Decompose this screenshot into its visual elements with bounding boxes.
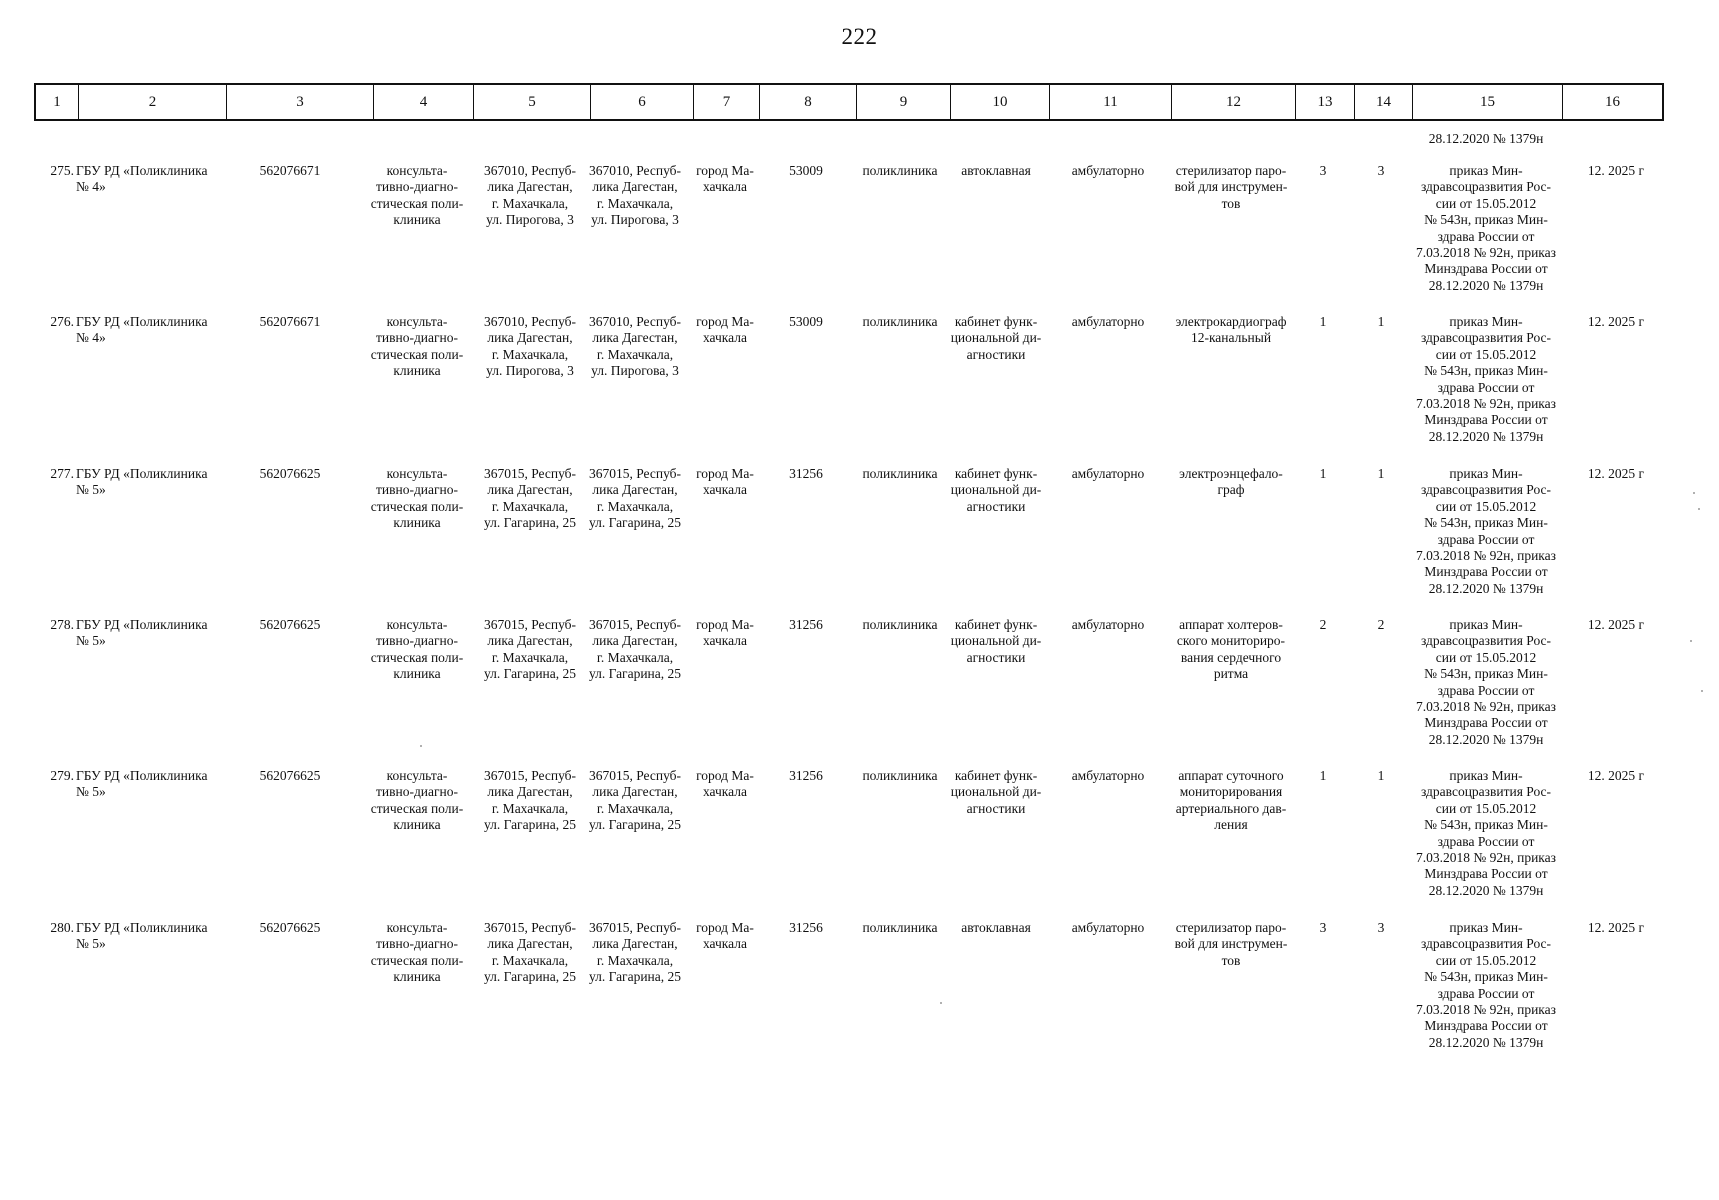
organization-name: ГБУ РД «Поликлиника № 5» <box>76 768 208 800</box>
cabinet: автоклавная <box>961 163 1031 178</box>
column-header-6: 6 <box>591 85 694 119</box>
unit-code: 31256 <box>789 768 823 783</box>
legal-address: 367015, Респуб- лика Дагестан, г. Махачкала, ул. Гагарина, 25 <box>483 466 577 531</box>
legal-address: 367015, Респуб- лика Дагестан, г. Махачкала, ул. Гагарина, 25 <box>483 920 577 985</box>
city: город Ма- хачкала <box>696 466 754 498</box>
city: город Ма- хачкала <box>696 163 754 195</box>
column-header-14: 14 <box>1355 85 1413 119</box>
legal-address: 367015, Респуб- лика Дагестан, г. Махачкала, ул. Гагарина, 25 <box>483 617 577 682</box>
due-date: 12. 2025 г <box>1587 920 1645 935</box>
unit-code: 53009 <box>789 314 823 329</box>
organization-code: 562076625 <box>259 920 321 935</box>
equipment-name: электроэнцефало- граф <box>1179 466 1283 498</box>
actual-address: 367015, Респуб- лика Дагестан, г. Махачкала, ул. Гагарина, 25 <box>588 920 682 985</box>
equipment-name: стерилизатор паро- вой для инструмен- тов <box>1174 920 1288 968</box>
regulatory-basis: приказ Мин- здравсоцразвития Рос- сии от 15.05.2012 № 543н, приказ Мин- здрава России от 7.03.2018 № 92н, приказ Минздрава России от 28.12.2020 № 1379н <box>1416 768 1556 898</box>
legal-address: 367015, Респуб- лика Дагестан, г. Махачкала, ул. Гагарина, 25 <box>483 768 577 833</box>
scan-speck <box>1698 508 1700 510</box>
quantity-required: 3 <box>1319 920 1327 935</box>
organization-code: 562076625 <box>259 466 321 481</box>
column-header-2: 2 <box>79 85 227 119</box>
regulatory-basis: приказ Мин- здравсоцразвития Рос- сии от 15.05.2012 № 543н, приказ Мин- здрава России от 7.03.2018 № 92н, приказ Минздрава России от 28.12.2020 № 1379н <box>1416 617 1556 747</box>
column-header-12: 12 <box>1172 85 1296 119</box>
facility-type: консульта- тивно-диагно- стическая поли- клиника <box>370 920 464 985</box>
quantity-required: 1 <box>1319 314 1327 329</box>
quantity-required: 3 <box>1319 163 1327 178</box>
scan-speck <box>1701 690 1703 692</box>
legal-address: 367010, Респуб- лика Дагестан, г. Махачкала, ул. Пирогова, 3 <box>483 163 577 228</box>
column-header-11: 11 <box>1050 85 1172 119</box>
quantity-required: 1 <box>1319 768 1327 783</box>
cabinet: кабинет функ- циональной ди- агностики <box>950 314 1042 362</box>
due-date: 12. 2025 г <box>1587 314 1645 329</box>
quantity-required: 2 <box>1319 617 1327 632</box>
column-header-3: 3 <box>227 85 374 119</box>
cabinet: кабинет функ- циональной ди- агностики <box>950 768 1042 816</box>
equipment-name: аппарат суточного мониторирования артериального дав- ления <box>1175 768 1287 833</box>
city: город Ма- хачкала <box>696 920 754 952</box>
unit-kind: поликлиника <box>862 920 938 935</box>
city: город Ма- хачкала <box>696 617 754 649</box>
scan-speck <box>940 1002 942 1004</box>
regulatory-basis: приказ Мин- здравсоцразвития Рос- сии от 15.05.2012 № 543н, приказ Мин- здрава России от 7.03.2018 № 92н, приказ Минздрава России от 28.12.2020 № 1379н <box>1416 314 1556 444</box>
facility-type: консульта- тивно-диагно- стическая поли- клиника <box>370 466 464 531</box>
organization-name: ГБУ РД «Поликлиника № 5» <box>76 920 208 952</box>
table-row <box>0 617 1719 767</box>
table-row <box>0 768 1719 918</box>
equipment-name: аппарат холтеров- ского мониториро- вания сердечного ритма <box>1176 617 1286 682</box>
unit-code: 53009 <box>789 163 823 178</box>
care-condition: амбулаторно <box>1071 768 1145 783</box>
column-header-1: 1 <box>36 85 79 119</box>
cabinet: автоклавная <box>961 920 1031 935</box>
facility-type: консульта- тивно-диагно- стическая поли- клиника <box>370 617 464 682</box>
regulatory-basis: приказ Мин- здравсоцразвития Рос- сии от 15.05.2012 № 543н, приказ Мин- здрава России от 7.03.2018 № 92н, приказ Минздрава России от 28.12.2020 № 1379н <box>1416 163 1556 293</box>
organization-name: ГБУ РД «Поликлиника № 5» <box>76 466 208 498</box>
unit-code: 31256 <box>789 617 823 632</box>
row-number: 280. <box>50 920 74 935</box>
column-header-5: 5 <box>474 85 591 119</box>
unit-kind: поликлиника <box>862 314 938 329</box>
unit-kind: поликлиника <box>862 163 938 178</box>
page-number: 222 <box>841 24 878 49</box>
column-header-15: 15 <box>1413 85 1563 119</box>
quantity-actual: 3 <box>1377 920 1385 935</box>
unit-code: 31256 <box>789 466 823 481</box>
care-condition: амбулаторно <box>1071 920 1145 935</box>
row-number: 275. <box>50 163 74 178</box>
organization-name: ГБУ РД «Поликлиника № 4» <box>76 314 208 346</box>
due-date: 12. 2025 г <box>1587 466 1645 481</box>
regulatory-basis: приказ Мин- здравсоцразвития Рос- сии от 15.05.2012 № 543н, приказ Мин- здрава России от 7.03.2018 № 92н, приказ Минздрава России от 28.12.2020 № 1379н <box>1416 466 1556 596</box>
quantity-actual: 1 <box>1377 314 1385 329</box>
table-header-row <box>34 83 1664 121</box>
quantity-actual: 1 <box>1377 466 1385 481</box>
scan-speck <box>420 745 422 747</box>
care-condition: амбулаторно <box>1071 163 1145 178</box>
actual-address: 367010, Респуб- лика Дагестан, г. Махачкала, ул. Пирогова, 3 <box>588 314 682 379</box>
organization-code: 562076625 <box>259 617 321 632</box>
table-row <box>0 163 1719 313</box>
column-header-7: 7 <box>694 85 760 119</box>
column-header-10: 10 <box>951 85 1050 119</box>
column-header-4: 4 <box>374 85 474 119</box>
column-header-13: 13 <box>1296 85 1355 119</box>
care-condition: амбулаторно <box>1071 314 1145 329</box>
unit-code: 31256 <box>789 920 823 935</box>
equipment-name: стерилизатор паро- вой для инструмен- тов <box>1174 163 1288 211</box>
organization-code: 562076671 <box>259 314 321 329</box>
organization-name: ГБУ РД «Поликлиника № 4» <box>76 163 208 195</box>
unit-kind: поликлиника <box>862 466 938 481</box>
row-number: 277. <box>50 466 74 481</box>
due-date: 12. 2025 г <box>1587 617 1645 632</box>
carryover-text: 28.12.2020 № 1379н <box>1428 131 1544 146</box>
cabinet: кабинет функ- циональной ди- агностики <box>950 617 1042 665</box>
actual-address: 367015, Респуб- лика Дагестан, г. Махачкала, ул. Гагарина, 25 <box>588 768 682 833</box>
row-number: 279. <box>50 768 74 783</box>
scan-speck <box>1693 492 1695 494</box>
quantity-actual: 2 <box>1377 617 1385 632</box>
column-header-8: 8 <box>760 85 857 119</box>
organization-name: ГБУ РД «Поликлиника № 5» <box>76 617 208 649</box>
facility-type: консульта- тивно-диагно- стическая поли- клиника <box>370 768 464 833</box>
cabinet: кабинет функ- циональной ди- агностики <box>950 466 1042 514</box>
scan-speck <box>1690 640 1692 642</box>
care-condition: амбулаторно <box>1071 466 1145 481</box>
care-condition: амбулаторно <box>1071 617 1145 632</box>
quantity-required: 1 <box>1319 466 1327 481</box>
unit-kind: поликлиника <box>862 768 938 783</box>
city: город Ма- хачкала <box>696 314 754 346</box>
table-row <box>0 314 1719 464</box>
city: город Ма- хачкала <box>696 768 754 800</box>
row-number: 276. <box>50 314 74 329</box>
column-header-9: 9 <box>857 85 951 119</box>
table-row <box>0 920 1719 1070</box>
unit-kind: поликлиника <box>862 617 938 632</box>
column-header-16: 16 <box>1605 94 1620 110</box>
organization-code: 562076671 <box>259 163 321 178</box>
regulatory-basis: приказ Мин- здравсоцразвития Рос- сии от 15.05.2012 № 543н, приказ Мин- здрава России от 7.03.2018 № 92н, приказ Минздрава России от 28.12.2020 № 1379н <box>1416 920 1556 1050</box>
legal-address: 367010, Респуб- лика Дагестан, г. Махачкала, ул. Пирогова, 3 <box>483 314 577 379</box>
facility-type: консульта- тивно-диагно- стическая поли- клиника <box>370 163 464 228</box>
facility-type: консульта- тивно-диагно- стическая поли- клиника <box>370 314 464 379</box>
organization-code: 562076625 <box>259 768 321 783</box>
due-date: 12. 2025 г <box>1587 163 1645 178</box>
actual-address: 367010, Респуб- лика Дагестан, г. Махачкала, ул. Пирогова, 3 <box>588 163 682 228</box>
quantity-actual: 3 <box>1377 163 1385 178</box>
table-row <box>0 466 1719 616</box>
row-number: 278. <box>50 617 74 632</box>
quantity-actual: 1 <box>1377 768 1385 783</box>
actual-address: 367015, Респуб- лика Дагестан, г. Махачкала, ул. Гагарина, 25 <box>588 617 682 682</box>
actual-address: 367015, Респуб- лика Дагестан, г. Махачкала, ул. Гагарина, 25 <box>588 466 682 531</box>
due-date: 12. 2025 г <box>1587 768 1645 783</box>
equipment-name: электрокардиограф 12-канальный <box>1175 314 1287 346</box>
